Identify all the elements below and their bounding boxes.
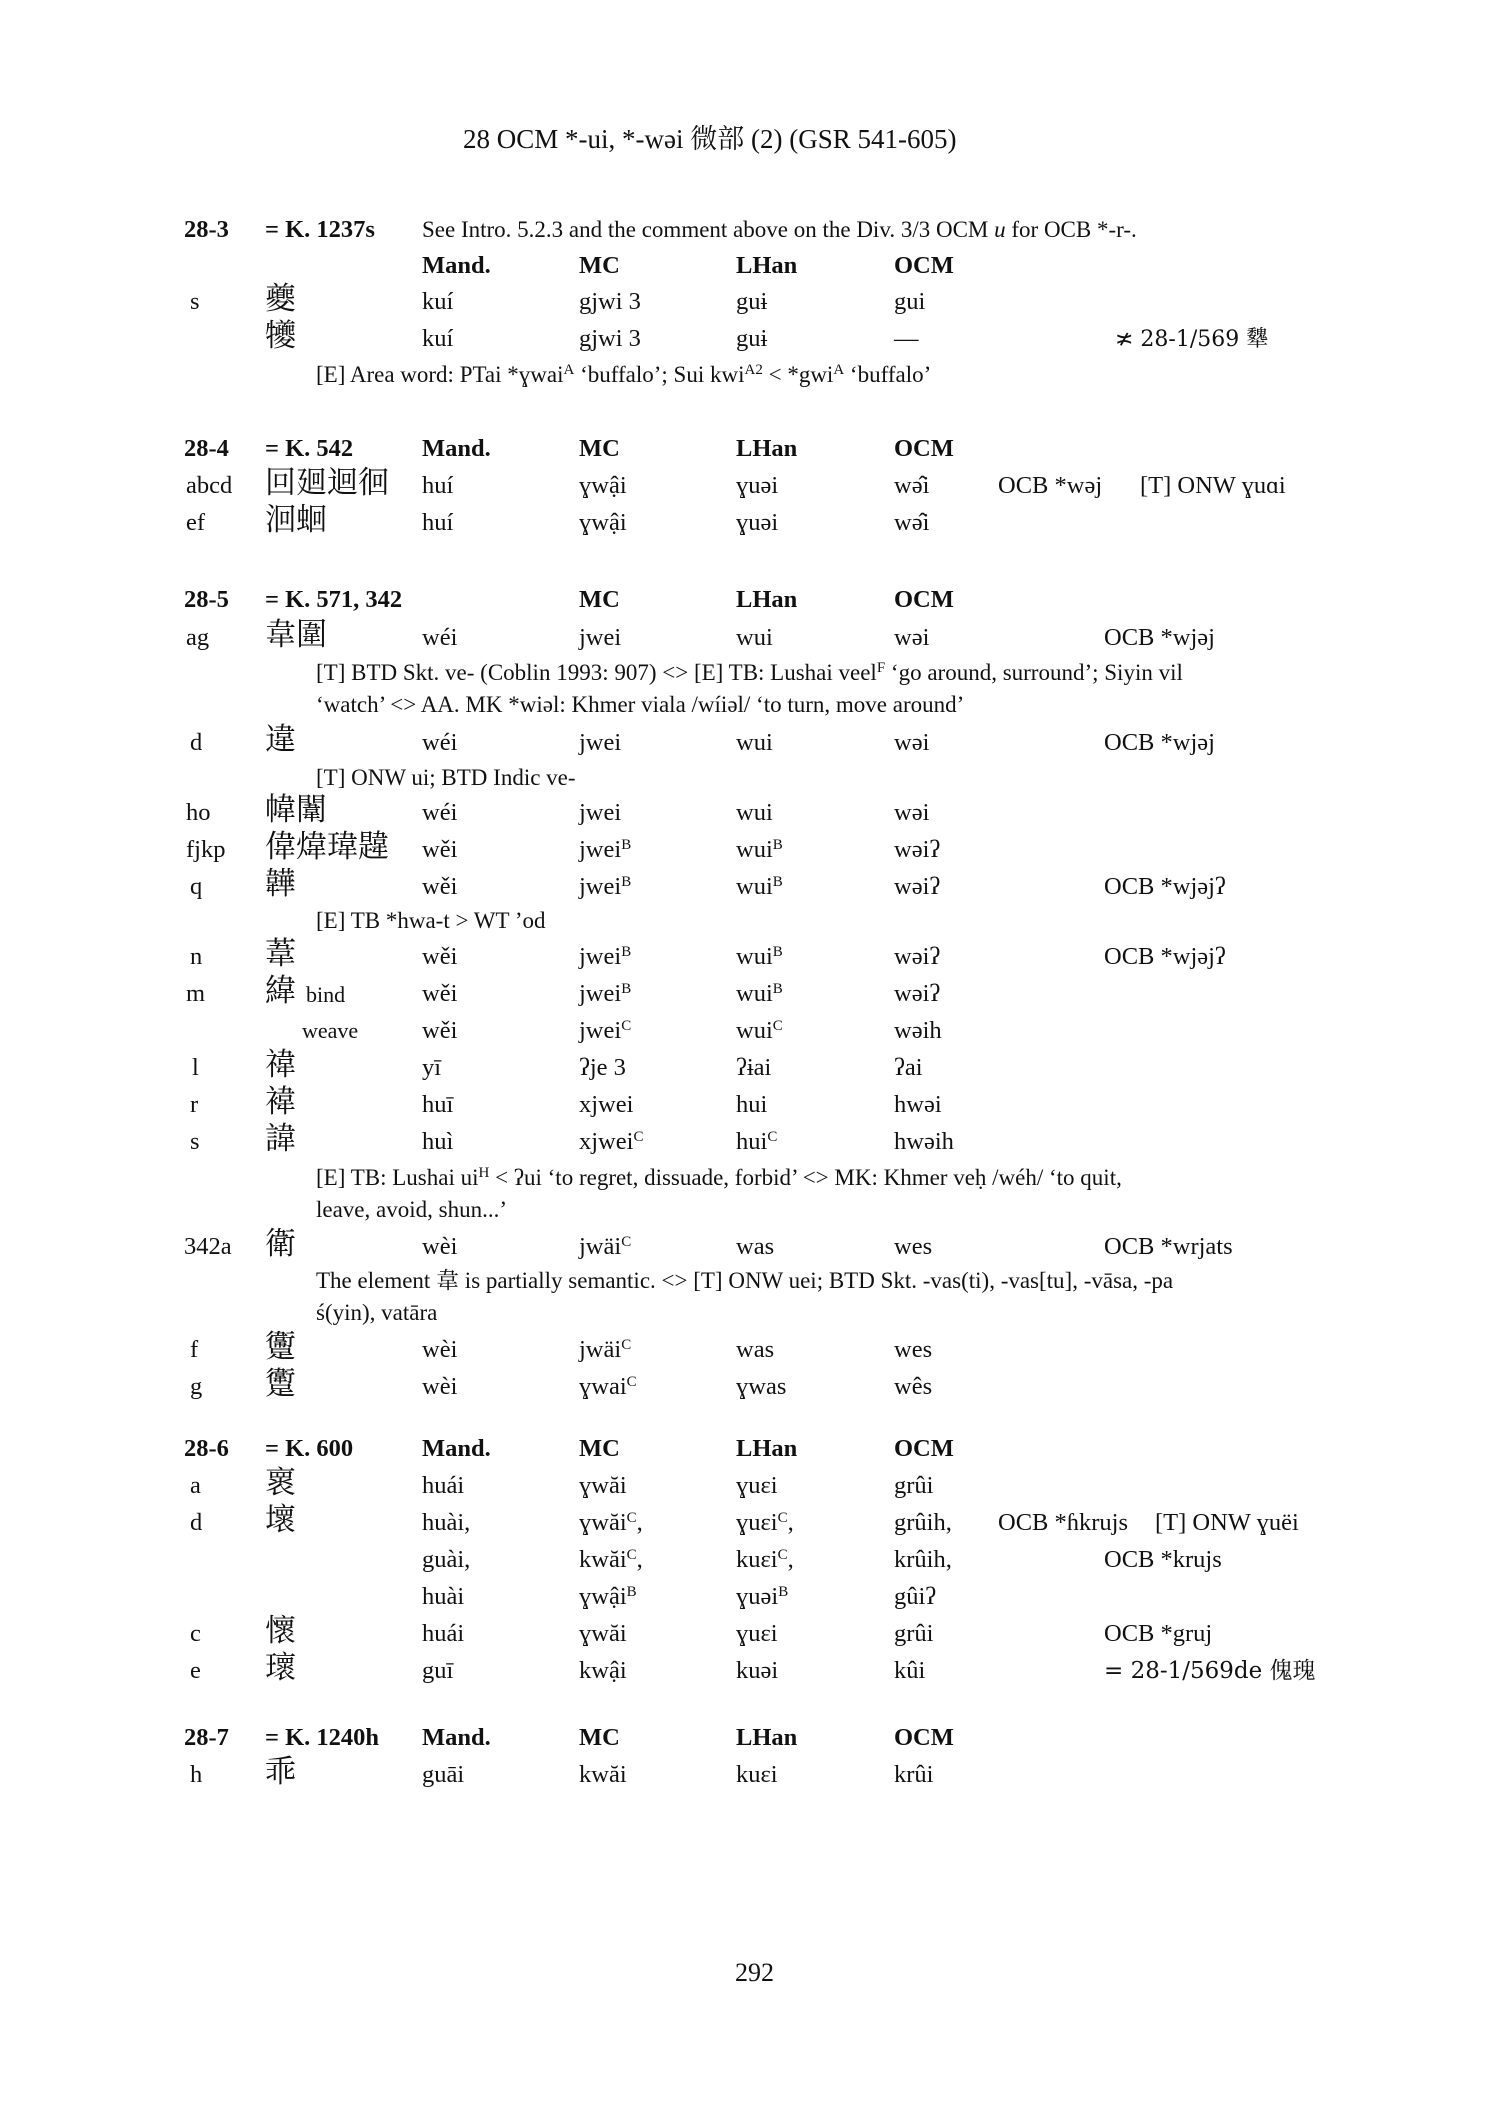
middle-chinese: jwei$^B$ — [579, 836, 632, 863]
entry-letter: h — [190, 1761, 203, 1788]
old-chinese: wəiʔ — [894, 980, 941, 1007]
mandarin: huí — [422, 472, 454, 499]
mandarin: wěi — [422, 1017, 458, 1044]
entry-character: 韋圍 — [265, 617, 327, 653]
karlgren-ref: = K. 1240h — [265, 1724, 380, 1751]
etymology-note: The element 韋 is partially semantic. <> [T] ONW uei; BTD Skt. -vas(ti), -vas[tu], -vāsa, -pa — [316, 1268, 1174, 1293]
later-han: hui — [736, 1091, 768, 1118]
later-han: guɨ — [736, 325, 768, 352]
entry-character: 禕 — [265, 1047, 296, 1083]
entry-letter: d — [190, 1509, 203, 1536]
entry-letter: q — [190, 873, 203, 900]
entry-character: 幃闈 — [265, 792, 327, 828]
old-chinese: hwəi — [894, 1091, 942, 1118]
later-han: wui — [736, 799, 773, 826]
section-number: 28-5 — [184, 586, 229, 613]
entry-letter: ag — [186, 624, 210, 651]
page-header: 28 OCM *-ui, *-wəi 微部 (2) (GSR 541-605) — [463, 124, 957, 154]
middle-chinese: jwäi$^C$ — [579, 1336, 632, 1363]
etymology-note: [T] ONW ui; BTD Indic ve- — [316, 765, 576, 790]
middle-chinese: jwei$^B$ — [579, 873, 632, 900]
entry-letter: r — [190, 1091, 199, 1118]
section-number: 28-4 — [184, 435, 229, 462]
old-chinese: wes — [894, 1233, 933, 1260]
entry-character: 夔 — [265, 281, 296, 317]
mandarin: huí — [422, 509, 454, 536]
entry-character: 瓌 — [265, 1650, 296, 1686]
old-chinese: gui — [894, 288, 926, 315]
mandarin: huài — [422, 1583, 465, 1610]
later-han: wui$^B$ — [736, 943, 783, 970]
entry-character: 韡 — [265, 866, 296, 902]
gloss: bind — [306, 982, 346, 1007]
middle-chinese: jwei$^B$ — [579, 980, 632, 1007]
mandarin: wěi — [422, 873, 458, 900]
entry-letter: m — [186, 980, 206, 1007]
later-han: kuɛi — [736, 1761, 778, 1788]
cross-reference: = 28-1/569de 傀瑰 — [1104, 1658, 1316, 1684]
col-lhan: LHan — [736, 1724, 798, 1751]
etymology-note: [E] TB *hwa-t > WT ’od — [316, 908, 546, 933]
middle-chinese: jwei — [579, 799, 622, 826]
mandarin: wèi — [422, 1233, 458, 1260]
old-chinese: wəiʔ — [894, 836, 941, 863]
col-mand: Mand. — [422, 1435, 491, 1462]
middle-chinese: gjwi 3 — [579, 325, 641, 352]
ocb-reconstruction: OCB *wəj — [998, 472, 1103, 499]
later-han: hui$^C$ — [736, 1128, 778, 1155]
col-mand: Mand. — [422, 1724, 491, 1751]
entry-letter: l — [192, 1054, 199, 1081]
old-chinese: wə̂i — [894, 509, 930, 536]
col-mc: MC — [579, 252, 620, 279]
old-chinese: grûih, — [894, 1509, 952, 1536]
cross-reference: ≭ 28-1/569 犩 — [1115, 327, 1269, 352]
old-chinese: wə̂i — [894, 472, 930, 499]
mandarin: huài, — [422, 1509, 471, 1536]
etymology-note: [E] TB: Lushai $ui^H$ < ʔui ‘to regret, dissuade, forbid’ <> MK: Khmer veḥ /wéh/ ‘to quit, — [316, 1164, 1122, 1190]
ocb-reconstruction: OCB *ɦkrujs — [998, 1509, 1129, 1536]
later-han: ɣuəi — [736, 472, 779, 499]
entry-letter: abcd — [186, 472, 233, 499]
entry-letter: 342a — [184, 1233, 232, 1260]
mandarin: wèi — [422, 1336, 458, 1363]
mandarin: huī — [422, 1091, 454, 1118]
mandarin: huì — [422, 1128, 454, 1155]
old-chinese: wəi — [894, 729, 930, 756]
ocb-reconstruction: OCB *wrjats — [1104, 1233, 1233, 1260]
old-chinese: wes — [894, 1336, 933, 1363]
old-chinese: grûi — [894, 1472, 934, 1499]
ocb-reconstruction: OCB *wjəjʔ — [1104, 873, 1226, 900]
mandarin: wéi — [422, 729, 458, 756]
middle-chinese: jwäi$^C$ — [579, 1233, 632, 1260]
ocb-reconstruction: OCB *gruj — [1104, 1620, 1213, 1647]
middle-chinese: kwăi$^C$, — [579, 1546, 643, 1573]
later-han: wui — [736, 729, 773, 756]
middle-chinese: jwei$^B$ — [579, 943, 632, 970]
col-lhan: LHan — [736, 1435, 798, 1462]
middle-chinese: ʔje 3 — [579, 1054, 626, 1081]
mandarin: yī — [422, 1054, 442, 1081]
onw-note: [T] ONW ɣuëi — [1155, 1509, 1299, 1536]
col-ocm: OCM — [894, 586, 954, 613]
middle-chinese: ɣwậi — [579, 472, 627, 499]
onw-note: [T] ONW ɣuɑi — [1140, 472, 1286, 499]
middle-chinese: xjwei$^C$ — [579, 1128, 644, 1155]
middle-chinese: jwei — [579, 624, 622, 651]
entry-character: 犪 — [265, 318, 296, 354]
karlgren-ref: = K. 571, 342 — [265, 586, 403, 613]
col-mand: Mand. — [422, 435, 491, 462]
gloss: weave — [302, 1018, 359, 1043]
entry-character: 洄蛔 — [265, 502, 327, 538]
old-chinese: wəi — [894, 799, 930, 826]
middle-chinese: ɣwăi$^C$, — [579, 1509, 643, 1536]
entry-character: 緯 — [265, 973, 296, 1009]
mandarin: huái — [422, 1620, 465, 1647]
ocb-reconstruction: OCB *wjəj — [1104, 624, 1215, 651]
later-han: wui$^C$ — [736, 1017, 783, 1044]
entry-letter: e — [190, 1657, 201, 1684]
middle-chinese: kwăi — [579, 1761, 627, 1788]
entry-character: 諱 — [265, 1121, 296, 1157]
later-han: wui$^B$ — [736, 980, 783, 1007]
col-lhan: LHan — [736, 252, 798, 279]
later-han: wui$^B$ — [736, 836, 783, 863]
middle-chinese: jwei$^C$ — [579, 1017, 632, 1044]
entry-character: 躛 — [265, 1329, 296, 1365]
old-chinese: wəiʔ — [894, 943, 941, 970]
etymology-note: leave, avoid, shun...’ — [316, 1197, 507, 1222]
section-number: 28-3 — [184, 216, 229, 243]
middle-chinese: ɣwai$^C$ — [579, 1373, 637, 1400]
middle-chinese: gjwi 3 — [579, 288, 641, 315]
mandarin: wěi — [422, 980, 458, 1007]
mandarin: wéi — [422, 799, 458, 826]
mandarin: guài, — [422, 1546, 471, 1573]
entry-character: 衛 — [265, 1226, 296, 1262]
mandarin: guī — [422, 1657, 454, 1684]
entry-character: 葦 — [265, 936, 296, 972]
later-han: kuəi — [736, 1657, 779, 1684]
col-mc: MC — [579, 435, 620, 462]
later-han: ɣuɛi — [736, 1472, 778, 1499]
old-chinese: wəiʔ — [894, 873, 941, 900]
mandarin: wéi — [422, 624, 458, 651]
middle-chinese: ɣwậi$^B$ — [579, 1583, 637, 1610]
ocb-reconstruction: OCB *wjəj — [1104, 729, 1215, 756]
mandarin: guāi — [422, 1761, 465, 1788]
entry-letter: n — [190, 943, 203, 970]
col-ocm: OCM — [894, 435, 954, 462]
section-number: 28-7 — [184, 1724, 229, 1751]
middle-chinese: ɣwăi — [579, 1620, 627, 1647]
later-han: ɣwas — [736, 1373, 787, 1400]
old-chinese: — — [894, 325, 919, 352]
mandarin: wèi — [422, 1373, 458, 1400]
col-mc: MC — [579, 1435, 620, 1462]
col-ocm: OCM — [894, 1435, 954, 1462]
col-lhan: LHan — [736, 586, 798, 613]
later-han: ʔɨai — [736, 1054, 772, 1081]
middle-chinese: ɣwậi — [579, 509, 627, 536]
old-chinese: grûi — [894, 1620, 934, 1647]
old-chinese: gûiʔ — [894, 1583, 937, 1610]
karlgren-ref: = K. 1237s — [265, 216, 375, 243]
old-chinese: krûi — [894, 1761, 934, 1788]
later-han: was — [736, 1336, 775, 1363]
later-han: ɣuəi — [736, 509, 779, 536]
ocb-reconstruction: OCB *wjəjʔ — [1104, 943, 1226, 970]
later-han: wui — [736, 624, 773, 651]
entry-letter: d — [190, 729, 203, 756]
col-lhan: LHan — [736, 435, 798, 462]
entry-letter: c — [190, 1620, 201, 1647]
old-chinese: wəi — [894, 624, 930, 651]
col-ocm: OCM — [894, 1724, 954, 1751]
col-mc: MC — [579, 1724, 620, 1751]
section-comment: See Intro. 5.2.3 and the comment above on the Div. 3/3 OCM u for OCB *-r-. — [422, 217, 1137, 242]
later-han: guɨ — [736, 288, 768, 315]
middle-chinese: ɣwăi — [579, 1472, 627, 1499]
etymology-note: [E] Area word: PTai *ɣwai$^A$ ‘buffalo’; Sui kwi$^{A2}$ < *gwi$^A$ ‘buffalo’ — [316, 361, 932, 387]
old-chinese: hwəih — [894, 1128, 954, 1155]
mandarin: huái — [422, 1472, 465, 1499]
entry-letter: s — [190, 288, 200, 315]
etymology-note: ‘watch’ <> AA. MK *wiəl: Khmer viala /wíiəl/ ‘to turn, move around’ — [316, 692, 965, 717]
entry-character: 褱 — [265, 1465, 296, 1501]
entry-character: 躗 — [265, 1366, 296, 1402]
old-chinese: wəih — [894, 1017, 942, 1044]
mandarin: wěi — [422, 943, 458, 970]
entry-letter: f — [190, 1336, 199, 1363]
entry-letter: g — [190, 1373, 203, 1400]
entry-character: 回廻迴徊 — [265, 465, 389, 501]
etymology-note: ś(yin), vatāra — [316, 1300, 438, 1325]
etymology-note: [T] BTD Skt. ve- (Coblin 1993: 907) <> [E] TB: Lushai veel$^F$ ‘go around, surround’; Siyin vil — [316, 659, 1183, 685]
old-chinese: kûi — [894, 1657, 926, 1684]
old-chinese: wês — [894, 1373, 933, 1400]
later-han: ɣuɛi — [736, 1620, 778, 1647]
entry-letter: ho — [186, 799, 211, 826]
karlgren-ref: = K. 542 — [265, 435, 354, 462]
later-han: kuɛi$^C$, — [736, 1546, 794, 1573]
col-ocm: OCM — [894, 252, 954, 279]
entry-character: 懷 — [265, 1613, 296, 1649]
mandarin: kuí — [422, 288, 454, 315]
entry-character: 偉煒瑋韙 — [265, 829, 389, 865]
entry-character: 乖 — [265, 1754, 296, 1790]
entry-letter: ef — [186, 509, 206, 536]
mandarin: wěi — [422, 836, 458, 863]
old-chinese: krûih, — [894, 1546, 952, 1573]
middle-chinese: xjwei — [579, 1091, 634, 1118]
col-mand: Mand. — [422, 252, 491, 279]
entry-letter: a — [190, 1472, 201, 1499]
entry-character: 違 — [265, 722, 296, 758]
section-number: 28-6 — [184, 1435, 229, 1462]
middle-chinese: jwei — [579, 729, 622, 756]
entry-letter: fjkp — [186, 836, 226, 863]
entry-character: 褘 — [265, 1084, 296, 1120]
entry-character: 壞 — [265, 1502, 296, 1538]
karlgren-ref: = K. 600 — [265, 1435, 354, 1462]
col-mc: MC — [579, 586, 620, 613]
later-han: wui$^B$ — [736, 873, 783, 900]
later-han: ɣuəi$^B$ — [736, 1583, 789, 1610]
later-han: was — [736, 1233, 775, 1260]
middle-chinese: kwậi — [579, 1657, 627, 1684]
old-chinese: ʔai — [894, 1054, 923, 1081]
entry-letter: s — [190, 1128, 200, 1155]
ocb-reconstruction: OCB *krujs — [1104, 1546, 1222, 1573]
page-number: 292 — [735, 1958, 774, 1987]
later-han: ɣuɛi$^C$, — [736, 1509, 794, 1536]
mandarin: kuí — [422, 325, 454, 352]
